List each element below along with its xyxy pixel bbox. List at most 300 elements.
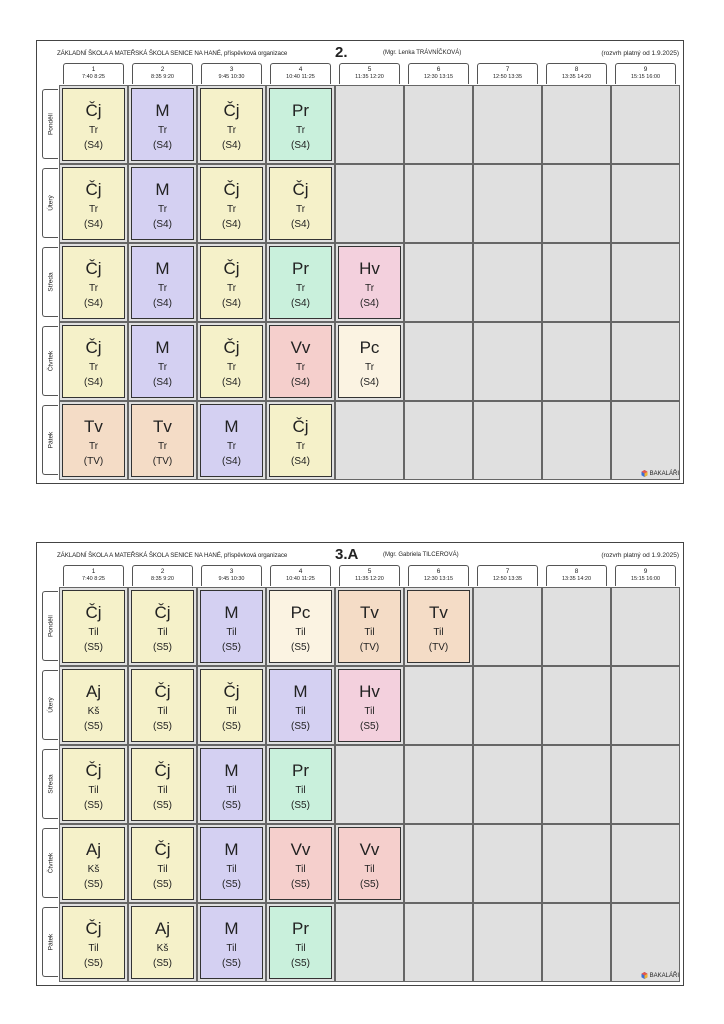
lesson-teacher: Til bbox=[226, 943, 237, 954]
timetable-cell[interactable] bbox=[266, 322, 335, 401]
lesson-room: (S5) bbox=[84, 800, 103, 811]
lesson-card[interactable] bbox=[269, 827, 332, 900]
lesson-teacher: Til bbox=[157, 785, 168, 796]
lesson-card[interactable] bbox=[200, 827, 263, 900]
lesson-subject: M bbox=[224, 919, 239, 938]
timetable-cell[interactable] bbox=[335, 824, 404, 903]
lesson-subject: Pc bbox=[290, 603, 311, 622]
lesson-room: (S5) bbox=[222, 642, 241, 653]
timetable-cell bbox=[473, 164, 542, 243]
lesson-teacher: Tr bbox=[295, 362, 306, 373]
lesson-teacher: Tr bbox=[88, 125, 99, 136]
lesson-teacher: Tr bbox=[226, 125, 237, 136]
lesson-teacher: Til bbox=[157, 706, 168, 717]
lesson-subject: Pc bbox=[359, 338, 380, 357]
lesson-subject: Vv bbox=[290, 840, 311, 859]
timetable-cell[interactable] bbox=[197, 401, 266, 480]
lesson-teacher: Tr bbox=[157, 362, 168, 373]
lesson-teacher: Tr bbox=[88, 204, 99, 215]
timetable-cell[interactable] bbox=[266, 164, 335, 243]
lesson-teacher: Til bbox=[226, 706, 237, 717]
lesson-card[interactable] bbox=[131, 669, 194, 742]
period-header bbox=[408, 63, 469, 84]
lesson-subject: Čj bbox=[223, 180, 240, 199]
lesson-card[interactable] bbox=[62, 246, 125, 319]
day-label bbox=[42, 168, 58, 238]
timetable-cell[interactable] bbox=[335, 666, 404, 745]
day-name: Úterý bbox=[47, 195, 54, 211]
timetable-cell bbox=[542, 745, 611, 824]
timetable-cell[interactable] bbox=[266, 85, 335, 164]
timetable-cell bbox=[542, 85, 611, 164]
lesson-teacher: Tr bbox=[295, 441, 306, 452]
timetable-cell bbox=[335, 164, 404, 243]
lesson-teacher: Til bbox=[226, 785, 237, 796]
timetable-cell[interactable] bbox=[197, 903, 266, 982]
lesson-card[interactable] bbox=[269, 325, 332, 398]
period-number: 3 bbox=[229, 568, 234, 575]
timetable-cell[interactable] bbox=[266, 824, 335, 903]
lesson-card[interactable] bbox=[200, 246, 263, 319]
lesson-subject: Čj bbox=[223, 101, 240, 120]
timetable-cell[interactable] bbox=[128, 243, 197, 322]
period-number: 7 bbox=[505, 568, 510, 575]
timetable-cell[interactable] bbox=[128, 666, 197, 745]
period-header bbox=[201, 63, 262, 84]
period-header bbox=[615, 63, 676, 84]
lesson-teacher: Tr bbox=[226, 441, 237, 452]
lesson-subject: Čj bbox=[85, 338, 102, 357]
timetable-cell[interactable] bbox=[197, 243, 266, 322]
period-header bbox=[477, 565, 538, 586]
lesson-subject: Tv bbox=[360, 603, 379, 622]
lesson-room: (TV) bbox=[359, 642, 380, 653]
day-name: Středa bbox=[47, 272, 54, 292]
lesson-card[interactable] bbox=[131, 167, 194, 240]
day-name: Čtvrtek bbox=[47, 350, 54, 372]
timetable-cell[interactable] bbox=[335, 243, 404, 322]
period-time: 12:30 13:15 bbox=[423, 74, 454, 80]
timetable-cell bbox=[611, 666, 680, 745]
timetable-cell bbox=[473, 745, 542, 824]
day-label bbox=[42, 907, 58, 977]
timetable-cell bbox=[404, 322, 473, 401]
lesson-card[interactable] bbox=[338, 827, 401, 900]
lesson-card[interactable] bbox=[269, 590, 332, 663]
lesson-room: (S4) bbox=[84, 298, 103, 309]
lesson-card[interactable] bbox=[131, 590, 194, 663]
day-label bbox=[42, 749, 58, 819]
timetable-cell[interactable] bbox=[197, 666, 266, 745]
timetable-cell[interactable] bbox=[266, 745, 335, 824]
lesson-subject: Vv bbox=[290, 338, 311, 357]
period-number: 6 bbox=[436, 568, 441, 575]
lesson-room: (S4) bbox=[153, 140, 172, 151]
period-number: 7 bbox=[505, 66, 510, 73]
timetable-cell bbox=[404, 401, 473, 480]
lesson-grid bbox=[59, 85, 681, 481]
period-header bbox=[270, 565, 331, 586]
lesson-room: (S4) bbox=[222, 456, 241, 467]
timetable-cell[interactable] bbox=[59, 243, 128, 322]
timetable-cell bbox=[335, 745, 404, 824]
lesson-subject: Čj bbox=[85, 603, 102, 622]
lesson-card[interactable] bbox=[62, 325, 125, 398]
period-time: 9:45 10:30 bbox=[218, 74, 245, 80]
lesson-subject: Čj bbox=[85, 180, 102, 199]
lesson-room: (S4) bbox=[84, 219, 103, 230]
school-name: ZÁKLADNÍ ŠKOLA A MATEŘSKÁ ŠKOLA SENICE NA HANÉ, příspěvková organizace bbox=[57, 552, 288, 559]
brand-name: BAKALÁŘI bbox=[649, 972, 679, 979]
lesson-subject: Tv bbox=[153, 417, 172, 436]
lesson-teacher: Til bbox=[295, 706, 306, 717]
timetable-cell[interactable] bbox=[59, 401, 128, 480]
timetable-cell[interactable] bbox=[197, 824, 266, 903]
lesson-subject: Čj bbox=[223, 682, 240, 701]
period-number: 8 bbox=[574, 568, 579, 575]
lesson-room: (S5) bbox=[222, 800, 241, 811]
timetable-cell[interactable] bbox=[59, 85, 128, 164]
timetable-cell bbox=[404, 903, 473, 982]
lesson-room: (S5) bbox=[84, 879, 103, 890]
lesson-room: (S4) bbox=[153, 219, 172, 230]
lesson-grid bbox=[59, 587, 681, 983]
lesson-room: (S4) bbox=[222, 298, 241, 309]
timetable-cell[interactable] bbox=[404, 587, 473, 666]
lesson-subject: Aj bbox=[85, 840, 102, 859]
lesson-card[interactable] bbox=[269, 88, 332, 161]
lesson-teacher: Til bbox=[157, 864, 168, 875]
lesson-subject: Čj bbox=[154, 840, 171, 859]
class-name: 3.A bbox=[335, 546, 359, 563]
timetable-cell[interactable] bbox=[128, 587, 197, 666]
lesson-subject: Pr bbox=[292, 761, 309, 780]
lesson-teacher: Til bbox=[295, 943, 306, 954]
lesson-room: (S4) bbox=[291, 298, 310, 309]
period-number: 5 bbox=[367, 66, 372, 73]
timetable-cell bbox=[404, 85, 473, 164]
lesson-subject: Čj bbox=[223, 259, 240, 278]
period-header bbox=[63, 565, 124, 586]
timetable-class-3a bbox=[36, 542, 684, 986]
lesson-subject: M bbox=[293, 682, 308, 701]
lesson-teacher: Tr bbox=[88, 362, 99, 373]
lesson-card[interactable] bbox=[131, 88, 194, 161]
period-header bbox=[408, 565, 469, 586]
period-time: 12:50 13:35 bbox=[492, 576, 523, 582]
period-time: 15:15 16:00 bbox=[630, 576, 661, 582]
lesson-teacher: Tr bbox=[364, 283, 375, 294]
lesson-teacher: Til bbox=[364, 864, 375, 875]
period-header bbox=[546, 565, 607, 586]
bakalari-brand bbox=[641, 972, 679, 979]
period-time: 12:30 13:15 bbox=[423, 576, 454, 582]
lesson-card[interactable] bbox=[269, 669, 332, 742]
timetable-cell[interactable] bbox=[59, 322, 128, 401]
lesson-room: (S5) bbox=[153, 879, 172, 890]
timetable-cell[interactable] bbox=[59, 164, 128, 243]
lesson-teacher: Tr bbox=[157, 125, 168, 136]
timetable-cell[interactable] bbox=[335, 322, 404, 401]
lesson-room: (S4) bbox=[291, 456, 310, 467]
lesson-teacher: Tr bbox=[157, 204, 168, 215]
brand-name: BAKALÁŘI bbox=[649, 470, 679, 477]
lesson-room: (S4) bbox=[291, 140, 310, 151]
lesson-card[interactable] bbox=[200, 669, 263, 742]
lesson-card[interactable] bbox=[269, 167, 332, 240]
lesson-teacher: Kš bbox=[156, 943, 169, 954]
period-time: 8:35 9:20 bbox=[151, 576, 174, 582]
day-label bbox=[42, 670, 58, 740]
day-name: Čtvrtek bbox=[47, 852, 54, 874]
lesson-card[interactable] bbox=[200, 748, 263, 821]
lesson-room: (S4) bbox=[222, 140, 241, 151]
lesson-subject: Čj bbox=[223, 338, 240, 357]
period-number: 9 bbox=[643, 66, 648, 73]
period-number: 1 bbox=[91, 66, 96, 73]
timetable-cell[interactable] bbox=[197, 587, 266, 666]
lesson-room: (S5) bbox=[222, 958, 241, 969]
timetable-cell bbox=[611, 243, 680, 322]
day-label bbox=[42, 828, 58, 898]
lesson-room: (S5) bbox=[291, 958, 310, 969]
period-time: 10:40 11:25 bbox=[286, 74, 315, 80]
lesson-card[interactable] bbox=[200, 906, 263, 979]
lesson-card[interactable] bbox=[338, 590, 401, 663]
timetable-cell bbox=[404, 824, 473, 903]
lesson-room: (S4) bbox=[84, 377, 103, 388]
lesson-room: (S5) bbox=[84, 958, 103, 969]
period-header bbox=[339, 63, 400, 84]
lesson-subject: Vv bbox=[359, 840, 380, 859]
timetable-cell bbox=[542, 401, 611, 480]
period-number: 4 bbox=[298, 568, 303, 575]
lesson-subject: Čj bbox=[154, 603, 171, 622]
timetable-cell[interactable] bbox=[266, 903, 335, 982]
timetable-cell[interactable] bbox=[335, 587, 404, 666]
timetable-cell[interactable] bbox=[128, 401, 197, 480]
lesson-card[interactable] bbox=[62, 906, 125, 979]
lesson-room: (S5) bbox=[291, 879, 310, 890]
lesson-subject: Aj bbox=[154, 919, 171, 938]
validity-note: (rozvrh platný od 1.9.2025) bbox=[601, 50, 679, 57]
timetable-cell[interactable] bbox=[266, 401, 335, 480]
lesson-subject: M bbox=[224, 603, 239, 622]
timetable-cell[interactable] bbox=[128, 322, 197, 401]
timetable-cell[interactable] bbox=[197, 85, 266, 164]
timetable-cell[interactable] bbox=[128, 903, 197, 982]
lesson-room: (TV) bbox=[83, 456, 104, 467]
lesson-subject: Čj bbox=[85, 101, 102, 120]
lesson-subject: Pr bbox=[292, 101, 309, 120]
period-header bbox=[339, 565, 400, 586]
lesson-teacher: Til bbox=[433, 627, 444, 638]
day-label bbox=[42, 405, 58, 475]
lesson-card[interactable] bbox=[62, 669, 125, 742]
lesson-card[interactable] bbox=[62, 167, 125, 240]
day-name: Pondělí bbox=[47, 614, 54, 638]
lesson-card[interactable] bbox=[200, 325, 263, 398]
lesson-card[interactable] bbox=[62, 88, 125, 161]
lesson-subject: M bbox=[224, 840, 239, 859]
lesson-card[interactable] bbox=[62, 404, 125, 477]
period-header bbox=[546, 63, 607, 84]
timetable-cell bbox=[335, 903, 404, 982]
lesson-subject: Tv bbox=[84, 417, 103, 436]
timetable-cell bbox=[611, 85, 680, 164]
timetable-cell bbox=[611, 164, 680, 243]
lesson-teacher: Til bbox=[364, 706, 375, 717]
timetable-cell[interactable] bbox=[197, 322, 266, 401]
lesson-teacher: Til bbox=[157, 627, 168, 638]
lesson-card[interactable] bbox=[131, 246, 194, 319]
lesson-teacher: Til bbox=[88, 943, 99, 954]
lesson-teacher: Tr bbox=[157, 441, 168, 452]
period-time: 10:40 11:25 bbox=[286, 576, 315, 582]
timetable-cell bbox=[611, 401, 680, 480]
lesson-room: (S5) bbox=[291, 642, 310, 653]
period-header bbox=[63, 63, 124, 84]
timetable-header bbox=[57, 548, 679, 564]
lesson-teacher: Til bbox=[364, 627, 375, 638]
lesson-subject: M bbox=[224, 417, 239, 436]
timetable-cell[interactable] bbox=[59, 824, 128, 903]
lesson-teacher: Tr bbox=[226, 362, 237, 373]
timetable-cell bbox=[404, 745, 473, 824]
lesson-card[interactable] bbox=[338, 246, 401, 319]
period-number: 3 bbox=[229, 66, 234, 73]
lesson-card[interactable] bbox=[269, 906, 332, 979]
timetable-cell[interactable] bbox=[128, 745, 197, 824]
timetable-cell bbox=[473, 903, 542, 982]
lesson-card[interactable] bbox=[131, 325, 194, 398]
period-time: 11:35 12:20 bbox=[355, 576, 384, 582]
timetable-cell bbox=[611, 587, 680, 666]
lesson-teacher: Tr bbox=[364, 362, 375, 373]
lesson-room: (S5) bbox=[360, 721, 379, 732]
lesson-card[interactable] bbox=[269, 246, 332, 319]
timetable-cell bbox=[404, 243, 473, 322]
timetable-cell[interactable] bbox=[128, 85, 197, 164]
lesson-card[interactable] bbox=[269, 748, 332, 821]
lesson-subject: M bbox=[155, 180, 170, 199]
lesson-room: (TV) bbox=[152, 456, 173, 467]
timetable-cell bbox=[611, 745, 680, 824]
lesson-card[interactable] bbox=[62, 590, 125, 663]
timetable-cell[interactable] bbox=[59, 666, 128, 745]
lesson-card[interactable] bbox=[338, 669, 401, 742]
period-header bbox=[615, 565, 676, 586]
lesson-room: (S5) bbox=[291, 800, 310, 811]
lesson-card[interactable] bbox=[200, 404, 263, 477]
day-name: Pátek bbox=[47, 431, 54, 449]
class-name: 2. bbox=[335, 44, 348, 61]
lesson-teacher: Kš bbox=[87, 864, 100, 875]
timetable-class-2 bbox=[36, 40, 684, 484]
lesson-card[interactable] bbox=[131, 404, 194, 477]
timetable-cell bbox=[335, 85, 404, 164]
period-number: 6 bbox=[436, 66, 441, 73]
period-number: 4 bbox=[298, 66, 303, 73]
timetable-cell[interactable] bbox=[197, 164, 266, 243]
lesson-room: (S4) bbox=[222, 219, 241, 230]
lesson-room: (S5) bbox=[222, 879, 241, 890]
timetable-cell bbox=[542, 824, 611, 903]
timetable-cell[interactable] bbox=[266, 243, 335, 322]
timetable-cell bbox=[473, 243, 542, 322]
timetable-cell bbox=[542, 322, 611, 401]
period-header bbox=[270, 63, 331, 84]
lesson-card[interactable] bbox=[200, 167, 263, 240]
period-time: 15:15 16:00 bbox=[630, 74, 661, 80]
timetable-cell bbox=[473, 587, 542, 666]
period-header bbox=[477, 63, 538, 84]
lesson-room: (S5) bbox=[222, 721, 241, 732]
day-label bbox=[42, 591, 58, 661]
lesson-room: (S4) bbox=[153, 377, 172, 388]
timetable-cell[interactable] bbox=[266, 587, 335, 666]
timetable-cell[interactable] bbox=[59, 903, 128, 982]
bakalari-logo-icon bbox=[641, 972, 648, 979]
lesson-card[interactable] bbox=[269, 404, 332, 477]
lesson-card[interactable] bbox=[338, 325, 401, 398]
lesson-card[interactable] bbox=[407, 590, 470, 663]
timetable-cell bbox=[611, 322, 680, 401]
lesson-teacher: Til bbox=[88, 627, 99, 638]
lesson-room: (S4) bbox=[291, 377, 310, 388]
timetable-cell[interactable] bbox=[59, 587, 128, 666]
lesson-card[interactable] bbox=[131, 906, 194, 979]
timetable-cell bbox=[611, 824, 680, 903]
lesson-card[interactable] bbox=[131, 748, 194, 821]
lesson-card[interactable] bbox=[200, 590, 263, 663]
day-name: Středa bbox=[47, 774, 54, 794]
period-time: 11:35 12:20 bbox=[355, 74, 384, 80]
bakalari-brand bbox=[641, 470, 679, 477]
lesson-card[interactable] bbox=[62, 827, 125, 900]
lesson-room: (S4) bbox=[360, 298, 379, 309]
period-time: 7:40 8:25 bbox=[82, 74, 105, 80]
lesson-room: (S5) bbox=[84, 642, 103, 653]
period-time: 8:35 9:20 bbox=[151, 74, 174, 80]
lesson-subject: Pr bbox=[292, 919, 309, 938]
lesson-card[interactable] bbox=[200, 88, 263, 161]
lesson-room: (S4) bbox=[222, 377, 241, 388]
timetable-cell[interactable] bbox=[59, 745, 128, 824]
lesson-teacher: Tr bbox=[226, 204, 237, 215]
day-name: Pátek bbox=[47, 933, 54, 951]
lesson-room: (S4) bbox=[84, 140, 103, 151]
timetable-cell[interactable] bbox=[266, 666, 335, 745]
lesson-card[interactable] bbox=[62, 748, 125, 821]
lesson-teacher: Tr bbox=[295, 283, 306, 294]
lesson-room: (S4) bbox=[360, 377, 379, 388]
period-header-row bbox=[59, 63, 681, 85]
timetable-cell[interactable] bbox=[128, 164, 197, 243]
lesson-subject: Čj bbox=[292, 180, 309, 199]
period-time: 13:35 14:20 bbox=[561, 576, 592, 582]
timetable-cell[interactable] bbox=[128, 824, 197, 903]
timetable-cell[interactable] bbox=[197, 745, 266, 824]
lesson-card[interactable] bbox=[131, 827, 194, 900]
lesson-room: (S5) bbox=[291, 721, 310, 732]
lesson-teacher: Tr bbox=[88, 283, 99, 294]
lesson-subject: Čj bbox=[292, 417, 309, 436]
timetable-cell bbox=[473, 401, 542, 480]
lesson-subject: Čj bbox=[85, 259, 102, 278]
lesson-subject: Čj bbox=[85, 919, 102, 938]
lesson-teacher: Til bbox=[295, 864, 306, 875]
